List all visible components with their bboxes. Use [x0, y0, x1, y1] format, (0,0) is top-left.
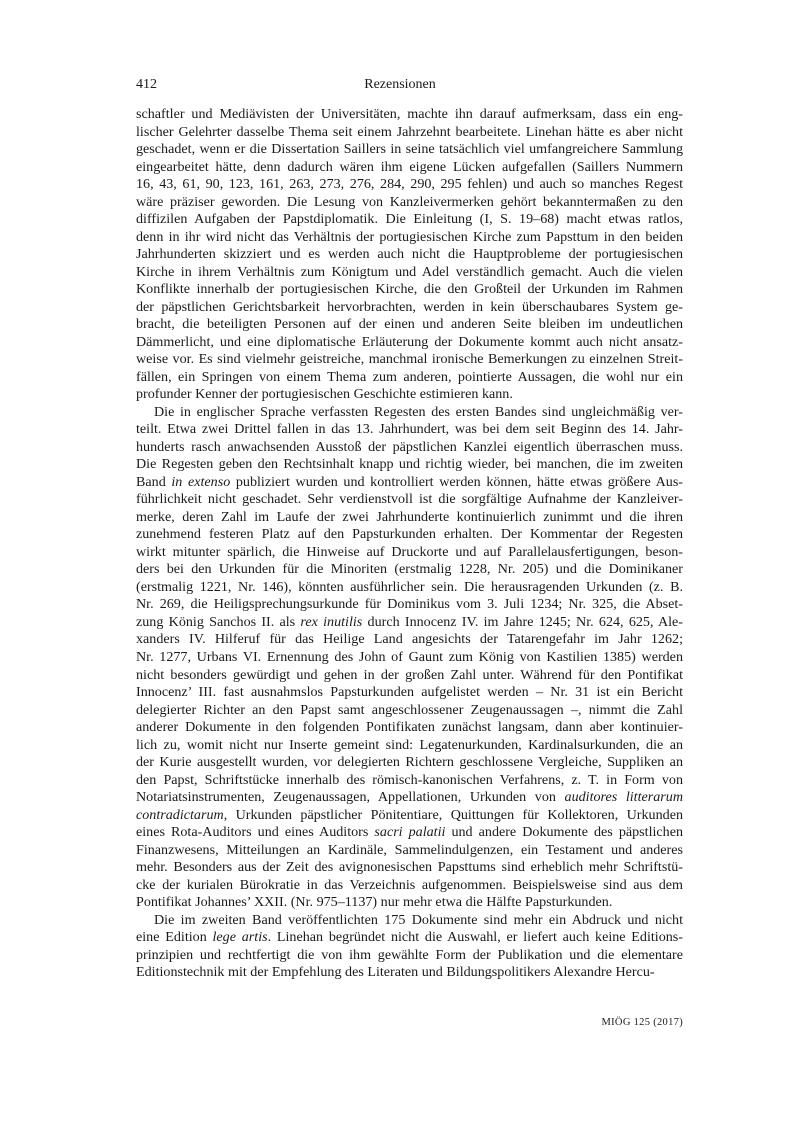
text-line: bracht, die beteiligten Personen auf der einen und anderen Seite bleiben im undeutlichen — [136, 316, 683, 333]
text-line: den Papst, Schriftstücke innerhalb des römisch-kanonischen Verfahrens, z. T. in Form von — [136, 771, 683, 788]
text-line: teilt. Etwa zwei Drittel fallen in das 13. Jahrhundert, was bei dem seit Beginn des 14. Jahr- — [136, 421, 683, 438]
text-line: cke der kurialen Bürokratie in das Verzeichnis aufgenommen. Beispielsweise sind aus dem — [136, 876, 683, 893]
paragraph — [136, 912, 683, 982]
text-line: Jahrhunderten skizziert und es werden auch nicht die Hauptprobleme der portugiesischen — [136, 246, 683, 263]
text-line: Konflikte innerhalb der portugiesischen Kirche, die den Großteil der Urkunden im Rahmen — [136, 281, 683, 298]
text-line: ders bei den Urkunden für die Minoriten (erstmalig 1228, Nr. 205) und die Dominikaner — [136, 561, 683, 578]
review-body — [136, 106, 683, 982]
text-line: Die im zweiten Band veröffentlichten 175 Dokumente sind mehr ein Abdruck und nicht — [154, 911, 683, 928]
journal-footer: MIÖG 125 (2017) — [601, 1017, 683, 1028]
text-line: Die in englischer Sprache verfassten Regesten des ersten Bandes sind ungleichmäßig ver- — [154, 403, 683, 420]
text-line: Dämmerlicht, und eine diplomatische Erläuterung der Dokumente kommt auch nicht ansatz- — [136, 333, 683, 350]
text-line: anderer Dokumente in den folgenden Pontifikaten zunächst langsam, dann aber kontinuier- — [136, 719, 683, 736]
text-line: Nr. 269, die Heiligsprechungsurkunde für Dominikus vom 3. Juli 1234; Nr. 325, die Abset- — [136, 596, 683, 613]
text-line: zung König Sanchos II. als rex inutilis durch Innocenz IV. im Jahre 1245; Nr. 624, 625, Ale- — [136, 613, 683, 630]
text-line: Notariatsinstrumenten, Zeugenaussagen, Appellationen, Urkunden von auditores litterarum — [136, 789, 683, 806]
text-line: profunder Kenner der portugiesischen Geschichte estimieren kann. — [136, 386, 513, 403]
text-line: Die Regesten geben den Rechtsinhalt knapp und richtig wieder, bei manchen, die im zweiten — [136, 456, 683, 473]
text-line: contradictarum, Urkunden päpstlicher Pönitentiare, Quittungen für Kollektoren, Urkunden — [136, 806, 683, 823]
text-line: eine Edition lege artis. Linehan begründet nicht die Auswahl, er liefert auch keine Editions- — [136, 929, 683, 946]
text-line: eines Rota-Auditors und eines Auditors sacri palatii und andere Dokumente des päpstlichen — [136, 824, 684, 841]
text-line: zunehmend festeren Platz auf den Papsturkunden erhalten. Der Kommentar der Regesten — [136, 526, 683, 543]
text-line: prinzipien und rechtfertigt die von ihm gewählte Form der Publikation und die elementare — [136, 946, 683, 963]
text-line: Band in extenso publiziert wurden und kontrolliert werden können, hätte etwas größere Aus- — [136, 473, 683, 490]
text-line: xanders IV. Hilferuf für das Heilige Land angesichts der Tatarengefahr im Jahr 1262; — [136, 631, 683, 648]
text-line: mehr. Besonders aus der Zeit des avignonesischen Papsttums sind erheblich mehr Schriftstü- — [136, 859, 683, 876]
running-header: Rezensionen — [364, 77, 436, 92]
text-line: delegierter Richter an den Papst samt angeschlossener Zeugenaussagen –, nimmt die Zahl — [136, 701, 683, 718]
paragraph — [136, 106, 683, 404]
text-line: eingearbeitet hätte, denn dadurch wären ihm eigene Lücken aufgefallen (Saillers Nummern — [136, 158, 683, 175]
text-line: Editionstechnik mit der Empfehlung des Literaten und Bildungspolitikers Alexandre Hercu- — [136, 964, 655, 981]
text-line: fällen, ein Springen von einem Thema zum anderen, pointierte Aussagen, die wohl nur ein — [136, 368, 683, 385]
text-line: (erstmalig 1221, Nr. 146), könnten ausführlicher sein. Die herausragenden Urkunden (z. B. — [136, 578, 683, 595]
text-line: Nr. 1277, Urbans VI. Ernennung des John of Gaunt zum König von Kastilien 1385) werden — [136, 648, 683, 665]
text-line: Kirche in ihrem Verhältnis zum Königtum und Adel verständlich gemacht. Auch die vielen — [136, 263, 683, 280]
text-line: Innocenz’ III. fast ausnahmslos Papsturkunden aufgelistet werden – Nr. 31 ist ein Bericht — [136, 684, 683, 701]
text-line: führlichkeit nicht geschadet. Sehr verdienstvoll ist die sorgfältige Aufnahme der Kanzleiver- — [136, 491, 683, 508]
text-line: lischer Gelehrter dasselbe Thema seit einem Jahrzehnt bearbeitete. Linehan hätte es aber nicht — [136, 123, 683, 140]
text-line: schaftler und Mediävisten der Universitäten, machte ihn darauf aufmerksam, dass ein eng- — [136, 106, 683, 122]
text-line: denn in ihr wird nicht das Verhältnis der portugiesischen Kirche zum Papsttum in den beiden — [136, 228, 683, 245]
text-line: Finanzwesens, Mitteilungen an Kardinäle, Sammelindulgenzen, ein Testament und anderes — [136, 841, 683, 858]
text-line: merke, deren Zahl im Laufe der zwei Jahrhunderte kontinuierlich zunimmt und die ihren — [136, 508, 683, 525]
text-line: wirkt mitunter spärlich, die Hinweise auf Druckorte und auf Parallelausfertigungen, beson- — [136, 543, 683, 560]
text-line: Pontifikat Johannes’ XXII. (Nr. 975–1137) nur mehr etwa die Hälfte Papsturkunden. — [136, 894, 613, 911]
page-number: 412 — [136, 77, 157, 92]
text-line: weise vor. Es sind vielmehr geistreiche, manchmal ironische Bemerkungen zu einzelnen Streit- — [136, 351, 683, 368]
text-line: der Kurie ausgestellt wurden, vor delegierten Richtern geschlossene Vergleiche, Suppliken an — [136, 754, 683, 771]
text-line: der päpstlichen Gerichtsbarkeit hervorbrachten, werden in kein überschaubares System ge- — [136, 298, 683, 315]
text-line: diffizilen Aufgaben der Papstdiplomatik. Die Einleitung (I, S. 19–68) macht etwas ratlos, — [136, 211, 683, 228]
text-line: wäre präziser geworden. Die Lesung von Kanzleivermerken gehört bekanntermaßen zu den — [136, 193, 683, 210]
text-line: nicht besonders gewürdigt und gehen in der großen Zahl unter. Während für den Pontifikat — [136, 666, 683, 683]
text-line: hunderts rasch anwachsenden Ausstoß der päpstlichen Kanzlei eigentlich überraschen muss. — [136, 438, 683, 455]
text-line: 16, 43, 61, 90, 123, 161, 263, 273, 276, 284, 290, 295 fehlen) und auch so manches Regest — [136, 176, 683, 193]
text-line: geschadet, wenn er die Dissertation Saillers in seine tatsächlich viel umfangreichere Sammlung — [136, 141, 683, 158]
paragraph — [136, 404, 683, 912]
text-line: lich zu, womit nicht nur Inserte gemeint sind: Legatenurkunden, Kardinalsurkunden, die an — [136, 736, 683, 753]
